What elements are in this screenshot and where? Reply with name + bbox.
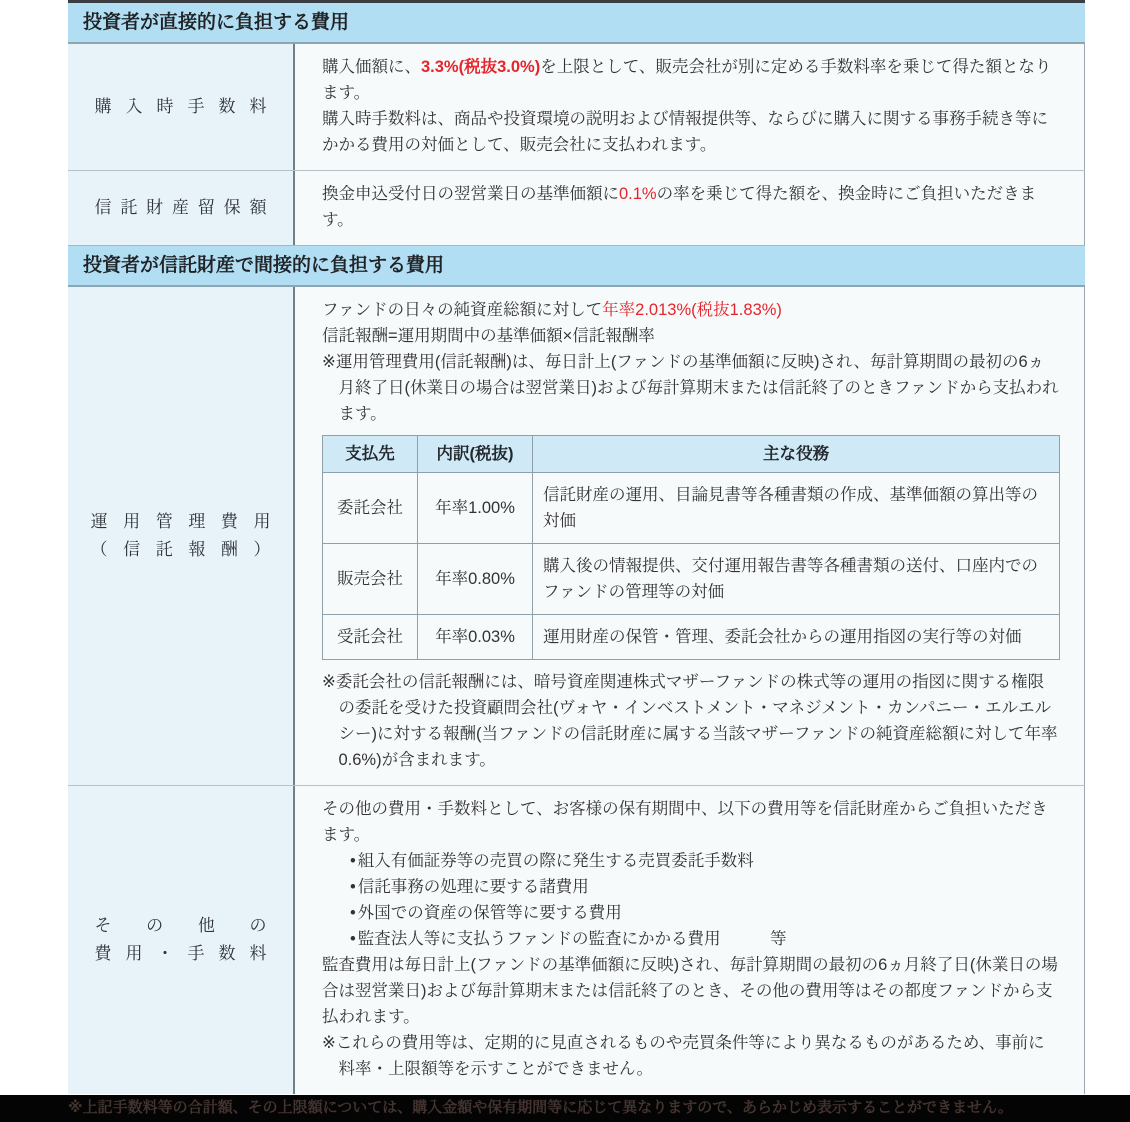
breakdown-header-rate: 内訳(税抜) bbox=[418, 436, 533, 473]
management-fee-label: 運用管理費用 （信託報酬） bbox=[90, 512, 271, 559]
breakdown-header-role: 主な役務 bbox=[533, 436, 1060, 473]
breakdown-rate: 年率0.03% bbox=[418, 615, 533, 660]
fee-table bbox=[68, 0, 1085, 1094]
table-row bbox=[323, 615, 1060, 660]
table-row bbox=[323, 544, 1060, 615]
retention-label-cell bbox=[68, 171, 295, 245]
list-item: • 組入有価証券等の売買の際に発生する売買委託手数料 bbox=[350, 848, 1060, 874]
retention-text-post: の率を乗じて得た額を、換金時にご負担いただきます。 bbox=[322, 185, 1037, 229]
management-fee-note-2: ※委託会社の信託報酬には、暗号資産関連株式マザーファンドの株式等の運用の指図に関する権限の委託を受けた投資顧問会社(ヴォヤ・インベストメント・マネジメント・カンパニー・エルエルシー)に対する報酬(当ファンドの信託財産に属する当該マザーファンドの純資産総額に対して年率0.6%)が含まれます。 bbox=[322, 673, 1058, 769]
purchase-fee-label: 購入時手数料 bbox=[94, 97, 267, 116]
other-fees-label: その他の 費用・手数料 bbox=[94, 916, 267, 963]
row-management-fee bbox=[68, 287, 1085, 785]
management-fee-note-1: ※運用管理費用(信託報酬)は、毎日計上(ファンドの基準価額に反映)され、毎計算期間の最初の6ヵ月終了日(休業日の場合は翌営業日)および毎計算期末または信託終了のときファンドから支払われます。 bbox=[322, 353, 1059, 423]
management-fee-content bbox=[295, 287, 1085, 785]
footer-disclaimer-text: ※上記手数料等の合計額、その上限額については、購入金額や保有期間等に応じて異なりますので、あらかじめ表示することができません。 bbox=[68, 1099, 1013, 1116]
retention-paragraph bbox=[322, 181, 1060, 233]
other-fees-note: ※これらの費用等は、定期的に見直されるものや売買条件等により異なるものがあるため、事前に料率・上限額等を示すことができません。 bbox=[322, 1034, 1045, 1078]
purchase-fee-text-post: を上限として、販売会社が別に定める手数料率を乗じて得た額となります。 bbox=[322, 58, 1052, 102]
list-item: • 外国での資産の保管等に要する費用 bbox=[350, 900, 1060, 926]
breakdown-header-payee: 支払先 bbox=[323, 436, 418, 473]
management-fee-label-cell bbox=[68, 287, 295, 785]
table-row bbox=[323, 473, 1060, 544]
retention-rate-highlight: 0.1% bbox=[619, 185, 657, 203]
breakdown-payee: 委託会社 bbox=[323, 473, 418, 544]
purchase-fee-text-pre: 購入価額に、 bbox=[322, 58, 421, 76]
row-other-fees bbox=[68, 785, 1085, 1094]
row-purchase-fee bbox=[68, 44, 1085, 170]
retention-content bbox=[295, 171, 1085, 245]
other-fees-paragraph-1: その他の費用・手数料として、お客様の保有期間中、以下の費用等を信託財産からご負担いただきます。 bbox=[322, 800, 1048, 844]
row-retention-amount bbox=[68, 170, 1085, 245]
breakdown-role: 運用財産の保管・管理、委託会社からの運用指図の実行等の対価 bbox=[533, 615, 1060, 660]
breakdown-payee: 販売会社 bbox=[323, 544, 418, 615]
purchase-fee-paragraph-1 bbox=[322, 54, 1060, 106]
purchase-fee-rate-highlight: 3.3%(税抜3.0%) bbox=[421, 58, 541, 76]
purchase-fee-label-cell bbox=[68, 44, 295, 170]
section-header-direct-costs: 投資者が直接的に負担する費用 bbox=[68, 3, 1085, 44]
section-header-indirect-costs: 投資者が信託財産で間接的に負担する費用 bbox=[68, 245, 1085, 287]
fee-breakdown-table bbox=[322, 435, 1060, 660]
breakdown-rate: 年率1.00% bbox=[418, 473, 533, 544]
retention-label: 信託財産留保額 bbox=[94, 198, 267, 217]
other-fees-label-cell bbox=[68, 786, 295, 1094]
management-fee-text-pre: ファンドの日々の純資産総額に対して bbox=[322, 301, 603, 319]
management-fee-paragraph-1 bbox=[322, 297, 1060, 323]
purchase-fee-paragraph-2: 購入時手数料は、商品や投資環境の説明および情報提供等、ならびに購入に関する事務手続き等にかかる費用の対価として、販売会社に支払われます。 bbox=[322, 110, 1048, 154]
breakdown-header-row bbox=[323, 436, 1060, 473]
management-fee-rate-highlight: 年率2.013%(税抜1.83%) bbox=[602, 301, 782, 319]
management-fee-formula: 信託報酬=運用期間中の基準価額×信託報酬率 bbox=[322, 327, 655, 345]
breakdown-rate: 年率0.80% bbox=[418, 544, 533, 615]
list-item: • 信託事務の処理に要する諸費用 bbox=[350, 874, 1060, 900]
breakdown-role: 信託財産の運用、目論見書等各種書類の作成、基準価額の算出等の対価 bbox=[533, 473, 1060, 544]
other-fees-paragraph-2: 監査費用は毎日計上(ファンドの基準価額に反映)され、毎計算期間の最初の6ヵ月終了日(休業日の場合は翌営業日)および毎計算期末または信託終了のとき、その他の費用等はその都度ファンドから支払われます。 bbox=[322, 956, 1058, 1026]
other-fees-bullet-list bbox=[350, 848, 1060, 952]
other-fees-content bbox=[295, 786, 1085, 1094]
list-item: • 監査法人等に支払うファンドの監査にかかる費用 等 bbox=[350, 926, 1060, 952]
purchase-fee-content bbox=[295, 44, 1085, 170]
retention-text-pre: 換金申込受付日の翌営業日の基準価額に bbox=[322, 185, 619, 203]
footer-disclaimer-bar bbox=[0, 1095, 1130, 1122]
breakdown-role: 購入後の情報提供、交付運用報告書等各種書類の送付、口座内でのファンドの管理等の対価 bbox=[533, 544, 1060, 615]
breakdown-payee: 受託会社 bbox=[323, 615, 418, 660]
